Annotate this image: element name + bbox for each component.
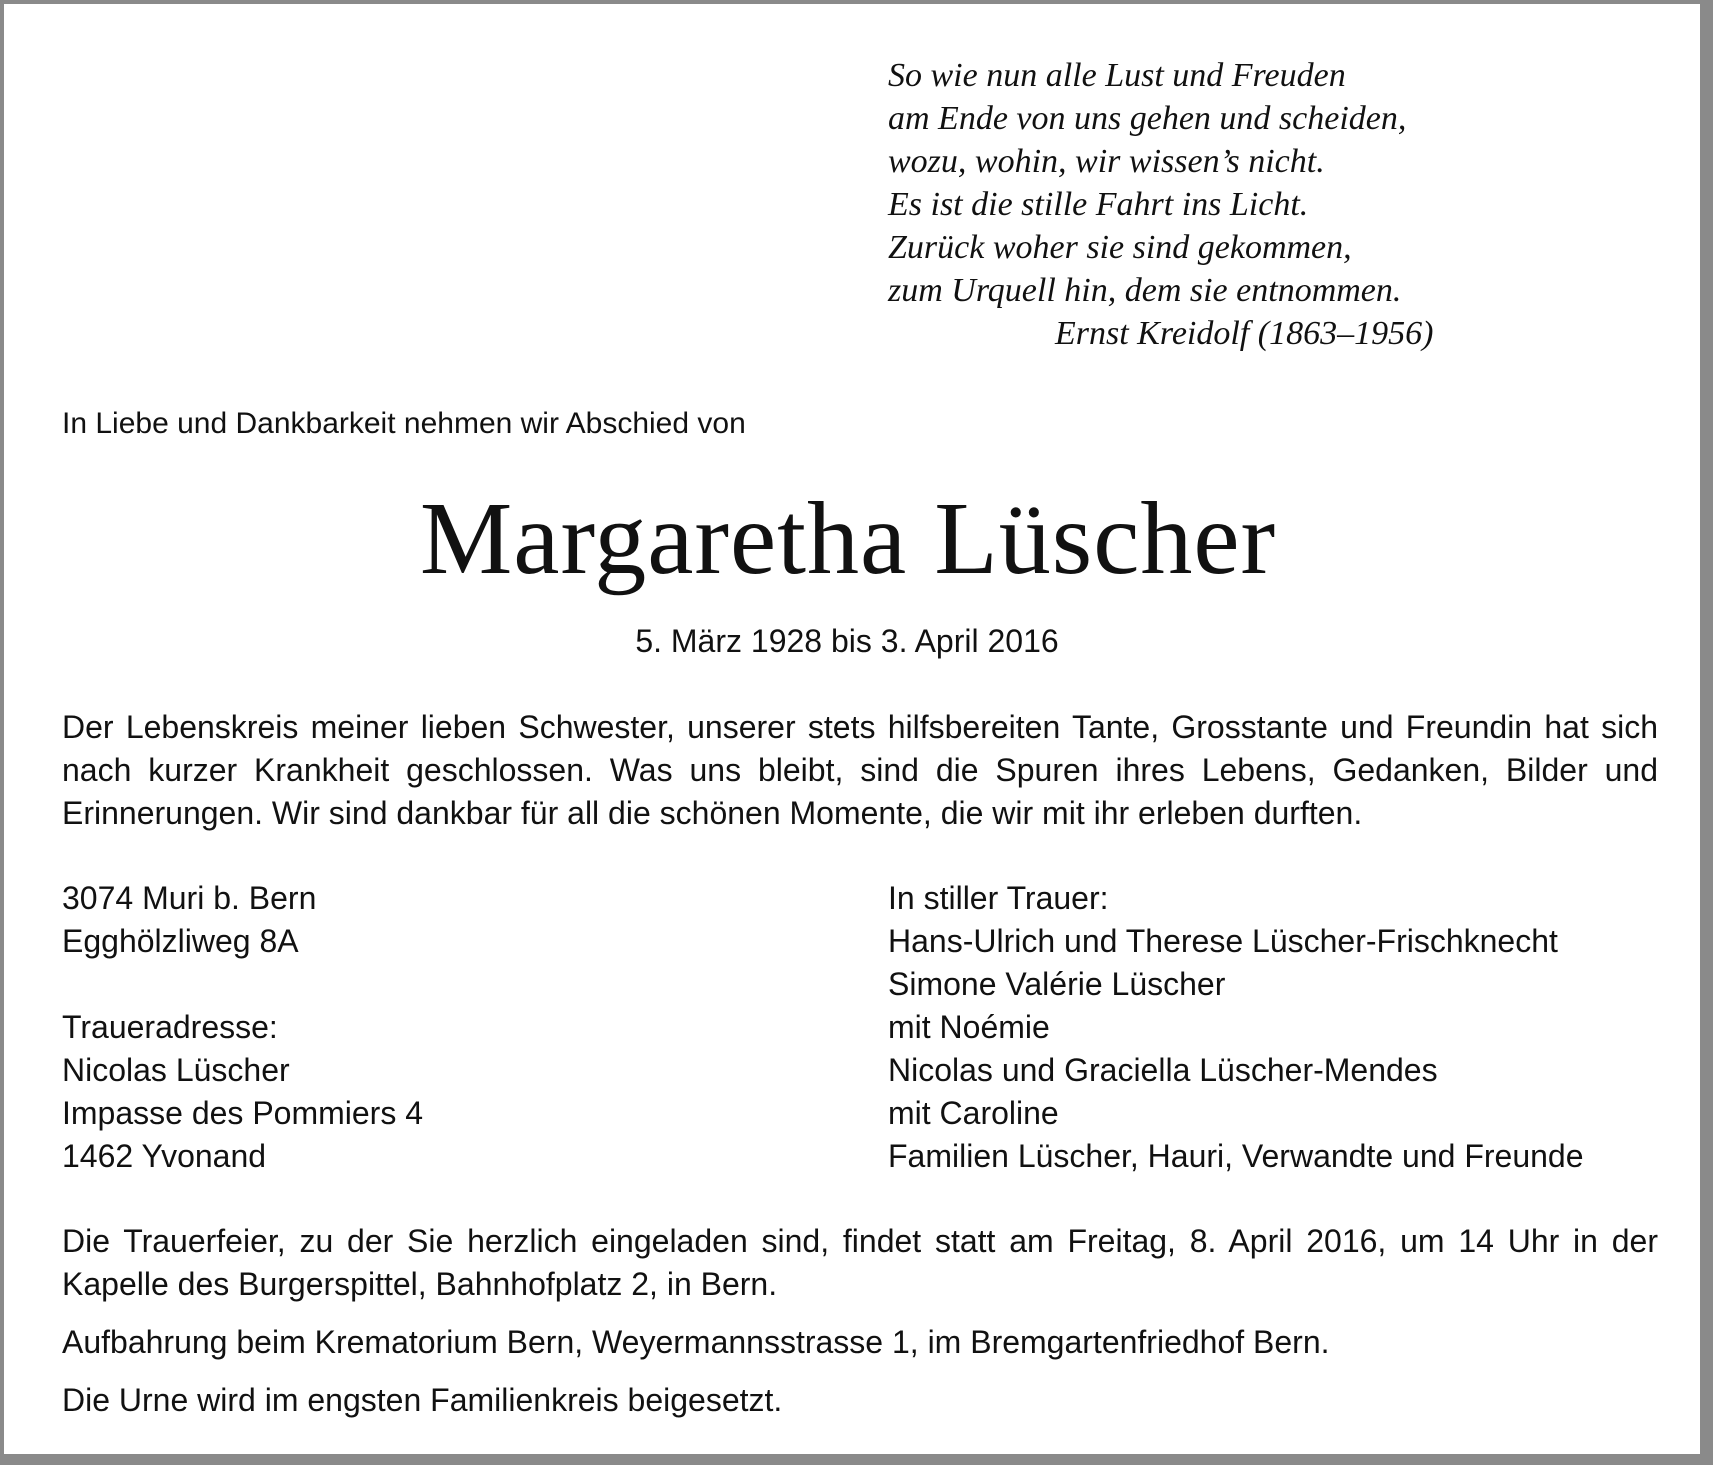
poem-author: Ernst Kreidolf (1863–1956) [1055,315,1434,352]
life-dates: 5. März 1928 bis 3. April 2016 [635,623,1059,659]
address-column [62,877,842,1178]
urn-text: Die Urne wird im engsten Familienkreis beigesetzt. [62,1382,783,1418]
mourner-line: Simone Valérie Lüscher [888,966,1226,1002]
mourning-address-line: Impasse des Pommiers 4 [62,1095,424,1131]
mourner-line: Familien Lüscher, Hauri, Verwandte und Freunde [888,1138,1584,1174]
viewing-text: Aufbahrung beim Krematorium Bern, Weyermannsstrasse 1, im Bremgartenfriedhof Bern. [62,1324,1330,1360]
address-line: 3074 Muri b. Bern [62,880,317,916]
deceased-name: Margaretha Lüscher [419,481,1277,596]
body-paragraph: Der Lebenskreis meiner lieben Schwester, unserer stets hilfsbereiten Tante, Grosstante und Freundin hat sich nach kurzer Krankheit geschlossen. Was uns bleibt, sind die Spuren ihres Lebens, Gedanken, Bilder und Erinnerungen. Wir sind dankbar für all die schönen Momente, die wir mit ihr erleben durften. [62,709,1658,831]
mourning-address-label: Traueradresse: [62,1009,278,1045]
poem-line: Zurück woher sie sind gekommen, [888,229,1352,266]
mourner-line: mit Caroline [888,1095,1059,1131]
poem-line: Es ist die stille Fahrt ins Licht. [888,186,1309,223]
address-line: Egghölzliweg 8A [62,923,299,959]
poem-quote [888,54,1448,355]
ceremony-text: Die Trauerfeier, zu der Sie herzlich eingeladen sind, findet statt am Freitag, 8. April 2016, um 14 Uhr in der Kapelle des Burgerspittel, Bahnhofplatz 2, in Bern. [62,1223,1658,1302]
mourning-address-line: 1462 Yvonand [62,1138,267,1174]
poem-line: am Ende von uns gehen und scheiden, [888,100,1407,137]
mourners-label: In stiller Trauer: [888,880,1109,916]
mourning-address-line: Nicolas Lüscher [62,1052,290,1088]
poem-line: zum Urquell hin, dem sie entnommen. [888,272,1402,309]
poem-line: wozu, wohin, wir wissen’s nicht. [888,143,1325,180]
spacer [62,963,842,1006]
intro-text: In Liebe und Dankbarkeit nehmen wir Abschied von [62,407,746,440]
mourner-line: mit Noémie [888,1009,1050,1045]
poem-line: So wie nun alle Lust und Freuden [888,57,1346,94]
mourners-column [888,877,1668,1178]
mourner-line: Hans-Ulrich und Therese Lüscher-Frischknecht [888,923,1558,959]
mourner-line: Nicolas und Graciella Lüscher-Mendes [888,1052,1438,1088]
